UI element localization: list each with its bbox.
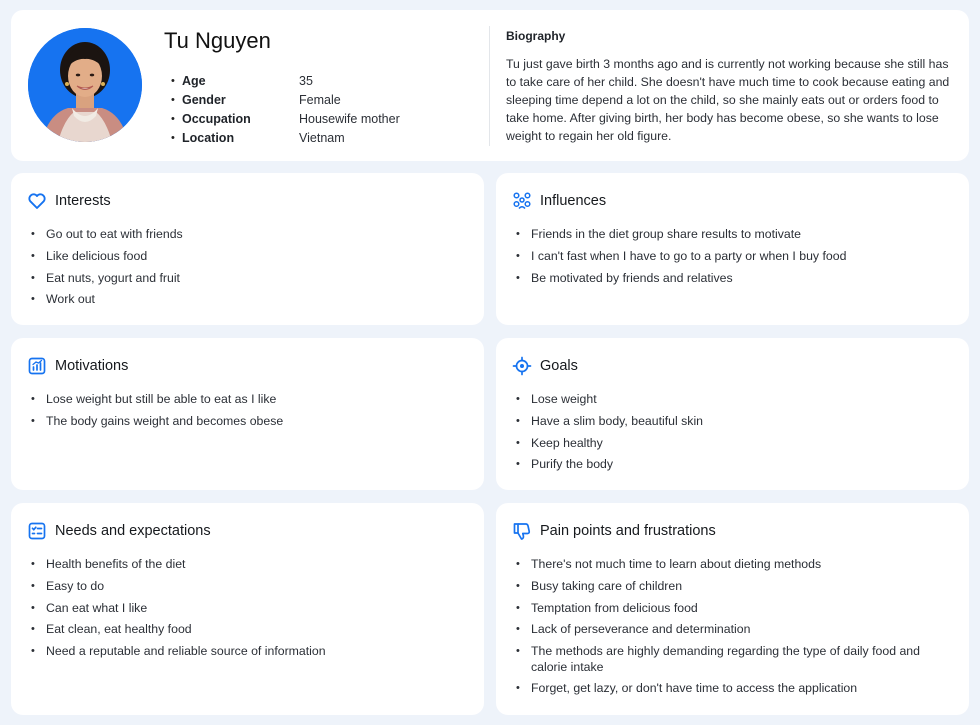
profile-card (11, 10, 969, 161)
influences-card (496, 173, 969, 325)
list-item: • I can't fast when I have to go to a party or when I buy food (516, 248, 847, 263)
persona-name: Tu Nguyen (164, 28, 271, 53)
list-item: • Temptation from delicious food (516, 600, 698, 615)
motivations-card (11, 338, 484, 490)
fact-gender: • Gender Female (171, 92, 341, 107)
motivations-list (31, 392, 451, 436)
list-item: • Can eat what I like (31, 600, 148, 615)
list-item: • Lose weight but still be able to eat as I like (31, 392, 277, 406)
list-item: • Go out to eat with friends (31, 227, 183, 241)
pain-points-card (496, 503, 969, 715)
list-item: • Purify the body (516, 457, 614, 472)
avatar (28, 28, 142, 142)
pain-points-list (516, 557, 936, 703)
fact-age: • Age 35 (171, 73, 313, 88)
section-title: Influences (540, 193, 607, 209)
list-item: • Friends in the diet group share results to motivate (516, 227, 801, 241)
section-title: Needs and expectations (55, 523, 211, 539)
fact-occupation: • Occupation Housewife mother (171, 111, 400, 126)
list-item: • There's not much time to learn about dieting methods (516, 557, 822, 571)
list-item: • Lack of perseverance and determination (516, 622, 751, 637)
target-icon (512, 356, 532, 376)
biography-title: Biography (506, 29, 566, 43)
section-title: Interests (55, 193, 111, 209)
people-network-icon (512, 191, 532, 211)
list-item: • Eat clean, eat healthy food (31, 622, 192, 637)
thumbs-down-icon (512, 521, 532, 541)
section-title: Pain points and frustrations (540, 523, 716, 539)
influences-list (516, 227, 936, 292)
list-item: • Health benefits of the diet (31, 557, 186, 571)
list-item: • Have a slim body, beautiful skin (516, 413, 704, 428)
chart-icon (27, 356, 47, 376)
goals-card (496, 338, 969, 490)
divider (489, 26, 490, 146)
needs-list (31, 557, 451, 666)
list-item: • Keep healthy (516, 435, 603, 450)
checklist-icon (27, 521, 47, 541)
list-item: • Lose weight (516, 392, 597, 406)
list-item: • Be motivated by friends and relatives (516, 270, 733, 285)
section-title: Motivations (55, 358, 129, 374)
interests-list (31, 227, 451, 314)
needs-card (11, 503, 484, 715)
list-item: • Like delicious food (31, 248, 148, 263)
persona-facts (171, 71, 400, 147)
interests-card (11, 173, 484, 325)
list-item: • Busy taking care of children (516, 578, 683, 593)
list-item: • The methods are highly demanding regarding the type of daily food and calorie intake (516, 644, 920, 674)
list-item: • Eat nuts, yogurt and fruit (31, 270, 180, 285)
list-item: • Easy to do (31, 578, 105, 593)
section-title: Goals (540, 358, 578, 374)
fact-location: • Location Vietnam (171, 130, 345, 145)
biography-text: Tu just gave birth 3 months ago and is currently not working because she still has to take care of her child. She doesn't have much time to cook because eating and sleeping time depend a lot on the child, so she mainly eats out or orders food to take home. After giving birth, her body has become obese, so she wants to lose weight to regain her old figure. (506, 57, 950, 143)
list-item: • Work out (31, 292, 95, 307)
list-item: • Need a reputable and reliable source of information (31, 644, 326, 659)
list-item: • The body gains weight and becomes obese (31, 413, 284, 428)
heart-icon (27, 191, 47, 211)
goals-list (516, 392, 936, 479)
list-item: • Forget, get lazy, or don't have time to access the application (516, 681, 858, 696)
